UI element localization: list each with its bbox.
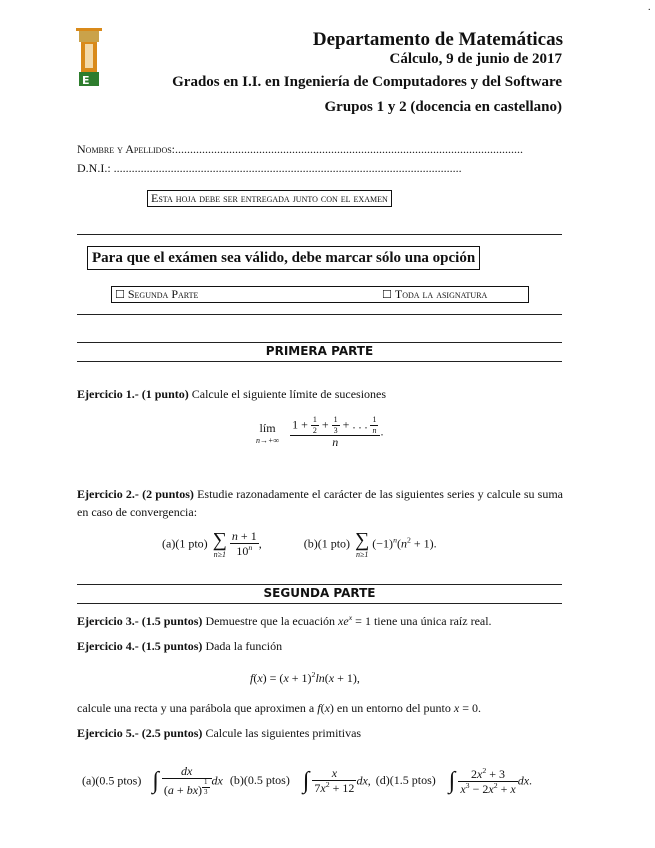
- exercise-4-label: Ejercicio 4.- (1.5 puntos): [77, 639, 203, 653]
- degrees-line: Grados en I.I. en Ingeniería de Computadores y del Software: [172, 74, 562, 90]
- option-toda-asignatura[interactable]: [382, 287, 487, 302]
- function-formula: $f(x) = (x + 1)^2\ln(x + 1)$,: [250, 670, 360, 685]
- exercise-5-label: Ejercicio 5.- (2.5 puntos): [77, 726, 203, 740]
- divider: [77, 314, 562, 315]
- divider: [77, 342, 562, 343]
- exercise-1-text: Calcule el siguiente límite de sucesiones: [191, 387, 387, 401]
- exercise-1: [77, 387, 386, 402]
- option-segunda-label: Segunda Parte: [127, 287, 199, 301]
- exercise-3-label: Ejercicio 3.- (1.5 puntos): [77, 614, 203, 628]
- exercise-2: [77, 485, 563, 521]
- checkbox-icon[interactable]: ☐: [382, 288, 392, 301]
- exercise-4-text2-mid: en un entorno del punto: [336, 701, 451, 715]
- integral-d-label: (d)(1.5 ptos): [375, 773, 436, 788]
- exercise-4-text2: calcule una recta y una parábola que aproximen a: [77, 701, 315, 715]
- exercise-4-continued: calcule una recta y una parábola que aproximen a f(x) en un entorno del punto x = 0.: [77, 701, 481, 715]
- name-label: Nombre y Apellidos:: [77, 142, 176, 156]
- university-logo: [76, 26, 102, 88]
- exercise-3-text: Demuestre que la ecuación: [205, 614, 336, 628]
- exercise-4: [77, 639, 282, 654]
- name-field[interactable]: ....................................................................................................................: [175, 142, 524, 156]
- selection-title-box: Para que el exámen sea válido, debe marcar sólo una opción: [87, 246, 480, 270]
- exercise-2-label: Ejercicio 2.- (2 puntos): [77, 487, 194, 501]
- dni-label: D.N.I.:: [77, 161, 111, 175]
- checkbox-icon[interactable]: ☐: [115, 288, 125, 301]
- series-b-label: (b)(1 pto): [303, 536, 351, 551]
- limit-formula: lím n→+∞ 1 + $\frac{1}{2}$ + $\frac{1}{3}$ + . . . $\frac{1}{n}$ n .: [256, 415, 384, 449]
- sum-subscript: n≥1: [213, 550, 226, 559]
- exercise-2-text: Estudie razonadamente el carácter de las siguientes series y calcule su suma en caso de convergencia:: [77, 487, 564, 519]
- divider: [77, 234, 562, 235]
- lim-word: lím: [259, 420, 276, 435]
- groups-line: Grupos 1 y 2 (docencia en castellano): [324, 99, 562, 115]
- exercise-5-text: Calcule las siguientes primitivas: [205, 726, 362, 740]
- dni-field[interactable]: ....................................................................................................................: [113, 161, 462, 175]
- integral-b-label: (b)(0.5 ptos): [229, 773, 290, 788]
- divider: [77, 603, 562, 604]
- name-line: [77, 142, 562, 157]
- selection-options: [111, 286, 529, 303]
- series-a-label: (a)(1 pto): [162, 536, 208, 551]
- option-segunda-parte[interactable]: [115, 287, 198, 302]
- part2-title: SEGUNDA PARTE: [263, 586, 376, 600]
- exercise-3-text-end: tiene una única raíz real.: [373, 614, 492, 628]
- series-formulas: (a)(1 pto) ∑ n≥1 $\frac{n + 1}{10^n}$ , (b)(1 pto) ∑ n≥1 $(-1)^n(n^2 + 1)$.: [162, 529, 437, 559]
- svg-text:E: E: [82, 74, 90, 87]
- divider: [77, 584, 562, 585]
- divider: [77, 361, 562, 362]
- exercise-4-text: Dada la función: [205, 639, 283, 653]
- sum-subscript: n≥1: [355, 550, 369, 559]
- part1-title: PRIMERA PARTE: [265, 344, 374, 358]
- exercise-1-label: Ejercicio 1.- (1 punto): [77, 387, 189, 401]
- option-toda-label: Toda la asignatura: [394, 287, 488, 301]
- integral-a-label: (a)(0.5 ptos): [82, 773, 142, 788]
- exercise-3: Ejercicio 3.- (1.5 puntos) Demuestre que la ecuación $xe^x = 1$ tiene una única raíz real.: [77, 613, 492, 628]
- dni-line: [77, 161, 562, 176]
- integrals: (a)(0.5 ptos) ∫ dx (a + bx) $^{\frac{1}{3}}$ dx (b)(0.5 ptos) ∫ $\frac{x}{7x^2 + 12}$ dx, (d)(1.5 ptos) ∫ $\frac{2x^2 + 3}{x^3 - 2x^2 + x}$ dx.: [82, 764, 533, 798]
- department-title: Departamento de Matemáticas: [312, 29, 563, 50]
- lim-subscript: n→+∞: [256, 435, 280, 445]
- exercise-5: [77, 726, 361, 741]
- course-date: Cálculo, 9 de junio de 2017: [389, 51, 562, 67]
- corner-mark: .: [648, 2, 651, 13]
- notice-box: Esta hoja debe ser entregada junto con el examen: [147, 190, 392, 207]
